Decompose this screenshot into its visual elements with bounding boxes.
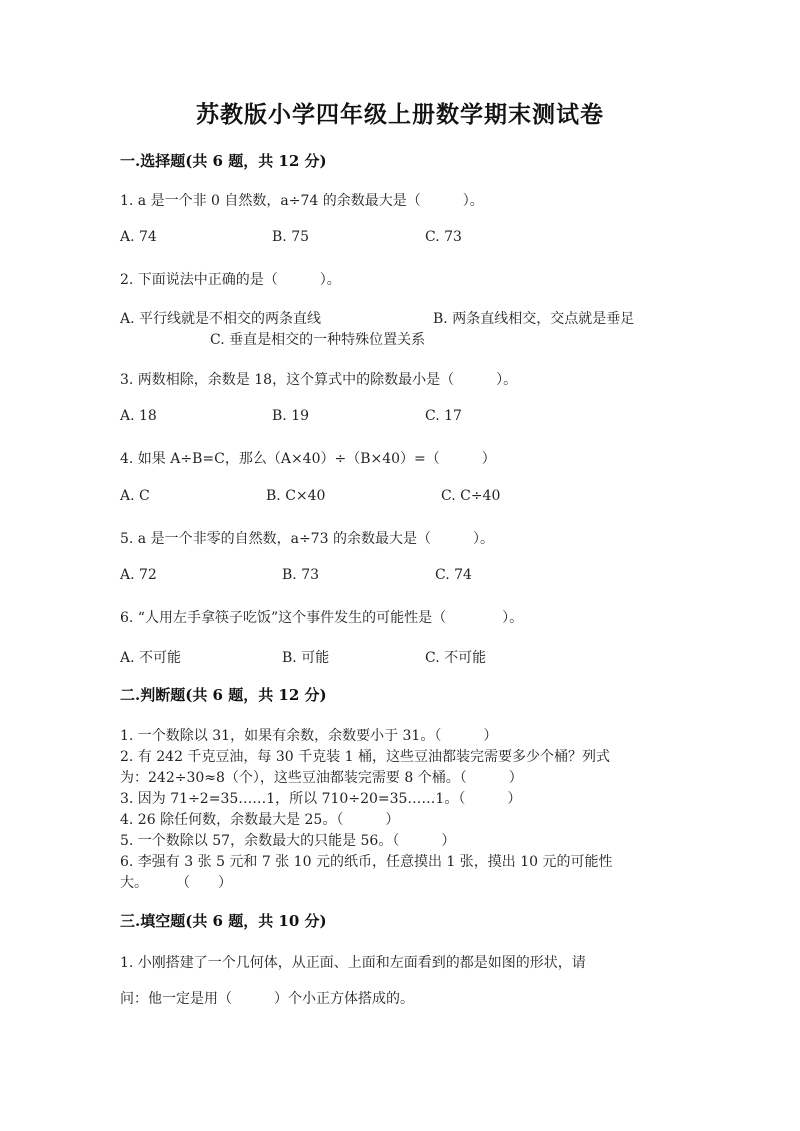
option-a: A. 不可能 [120,650,182,666]
option-c: C. 74 [435,567,472,583]
option-b: B. 两条直线相交，交点就是垂足 [433,311,635,327]
option-c: C. C÷40 [441,488,501,504]
judgment-line: 为：242÷30≈8（个），这些豆油都装完需要 8 个桶。（ ） [120,770,523,786]
question-1-2: 2. 下面说法中正确的是（ ）。 [120,272,341,288]
fill-in-question-1: 1. 小刚搭建了一个几何体，从正面、上面和左面看到的都是如图的形状，请 [120,955,586,971]
section-heading-choice: 一.选择题(共 6 题，共 12 分) [120,152,327,170]
option-c: C. 17 [425,408,462,424]
option-a: A. C [120,488,150,504]
option-a: A. 72 [120,567,157,583]
section-heading-fill-in: 三.填空题(共 6 题，共 10 分) [120,912,327,930]
option-c: C. 73 [425,229,462,245]
option-c: C. 不可能 [425,650,487,666]
question-1-3: 3. 两数相除，余数是 18，这个算式中的除数最小是（ ）。 [120,372,518,388]
judgment-line: 大。 （ ） [120,875,232,891]
section-heading-judgment: 二.判断题(共 6 题，共 12 分) [120,686,327,704]
page-title: 苏教版小学四年级上册数学期末测试卷 [196,101,604,128]
option-a: A. 平行线就是不相交的两条直线 [120,311,322,327]
option-b: B. C×40 [266,488,326,504]
question-1-4: 4. 如果 A÷B=C，那么（A×40）÷（B×40）=（ ） [120,451,496,467]
judgment-line: 2. 有 242 千克豆油，每 30 千克装 1 桶，这些豆油都装完需要多少个桶？列式 [120,749,610,765]
option-a: A. 74 [120,229,157,245]
option-b: B. 75 [272,229,310,245]
judgment-line: 3. 因为 71÷2=35……1，所以 710÷20=35……1。（ ） [120,791,522,807]
judgment-line: 4. 26 除任何数，余数最大是 25。（ ） [120,812,400,828]
option-c: C. 垂直是相交的一种特殊位置关系 [210,332,426,348]
judgment-line: 5. 一个数除以 57，余数最大的只能是 56。（ ） [120,833,456,849]
question-1-6: 6. “人用左手拿筷子吃饭”这个事件发生的可能性是（ ）。 [120,610,524,626]
option-b: B. 19 [272,408,310,424]
option-b: B. 可能 [282,650,330,666]
judgment-line: 1. 一个数除以 31，如果有余数，余数要小于 31。（ ） [120,728,498,744]
fill-in-question-1-cont: 问：他一定是用（ ）个小正方体搭成的。 [120,991,414,1007]
question-1-1: 1. a 是一个非 0 自然数，a÷74 的余数最大是（ ）。 [120,193,484,209]
question-1-5: 5. a 是一个非零的自然数，a÷73 的余数最大是（ ）。 [120,531,494,547]
option-a: A. 18 [120,408,157,424]
judgment-line: 6. 李强有 3 张 5 元和 7 张 10 元的纸币，任意摸出 1 张，摸出 10 元的可能性 [120,854,613,870]
option-b: B. 73 [282,567,320,583]
